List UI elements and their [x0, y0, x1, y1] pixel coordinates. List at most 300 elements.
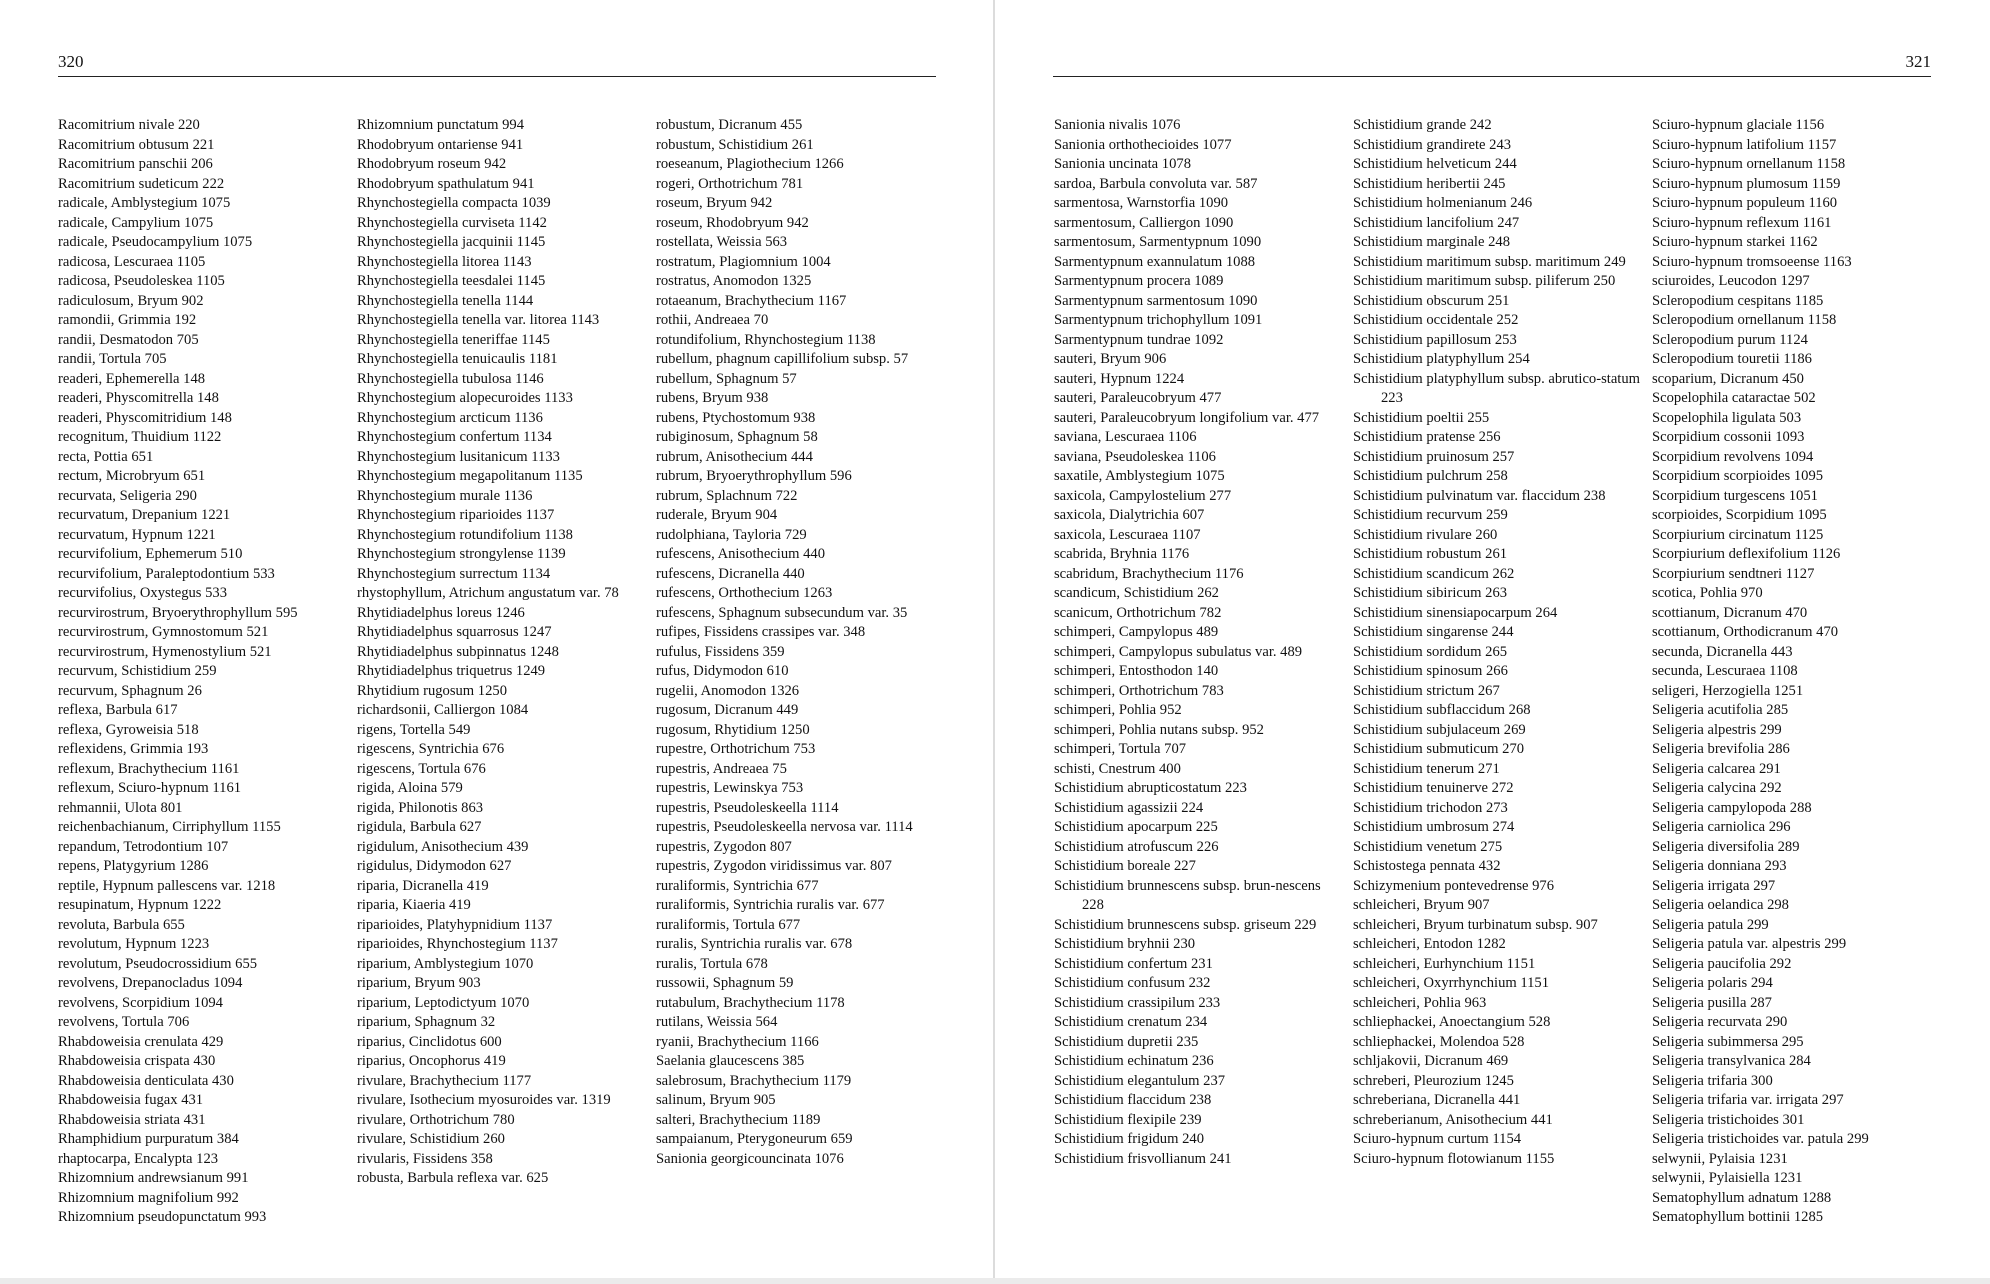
index-entry: radiculosum, Bryum 902: [58, 292, 204, 309]
index-entry: Schistidium tenuinerve 272: [1353, 780, 1514, 796]
index-column: [1353, 116, 1643, 1169]
index-entry: recurvatum, Drepanium 1221: [58, 507, 231, 523]
index-entry: repandum, Tetrodontium 107: [58, 838, 229, 855]
index-entry: rufescens, Orthothecium 1263: [656, 585, 833, 601]
index-entry: recurvata, Seligeria 290: [58, 487, 197, 504]
index-entry: rivulare, Brachythecium 1177: [357, 1072, 532, 1089]
index-entry: Rhynchostegium strongylense 1139: [357, 546, 566, 562]
index-entry: robustum, Dicranum 455: [656, 117, 803, 133]
index-entry: Schistostega pennata 432: [1353, 858, 1501, 874]
index-column: [357, 116, 647, 1189]
index-entry: riparium, Bryum 903: [357, 975, 481, 991]
index-entry: rostellata, Weissia 563: [656, 234, 788, 250]
index-entry: salteri, Brachythecium 1189: [656, 1111, 821, 1128]
index-entry: ruraliformis, Syntrichia 677: [656, 877, 819, 894]
index-entry: Sarmentypnum exannulatum 1088: [1054, 253, 1256, 270]
page-number: 321: [1905, 52, 1931, 71]
index-entry: Rhynchostegiella curviseta 1142: [357, 214, 547, 231]
index-entry: scabridum, Brachythecium 1176: [1054, 565, 1244, 582]
index-entry: Scopelophila cataractae 502: [1652, 390, 1816, 406]
index-entry: Schistidium maritimum subsp. maritimum 249: [1353, 253, 1626, 270]
index-entry: rufescens, Dicranella 440: [656, 565, 805, 582]
index-entry: sarmentosum, Sarmentypnum 1090: [1054, 234, 1262, 250]
index-entry: Scleropodium cespitans 1185: [1652, 292, 1824, 309]
index-entry: rubrum, Anisothecium 444: [656, 448, 813, 465]
index-entry: Sciuro-hypnum latifolium 1157: [1652, 136, 1837, 153]
index-entry: riparia, Dicranella 419: [357, 877, 489, 894]
index-entry: riparium, Leptodictyum 1070: [357, 994, 530, 1011]
index-entry: rigescens, Tortula 676: [357, 760, 486, 777]
index-entry: Schistidium pulvinatum var. flaccidum 238: [1353, 487, 1606, 504]
index-entry: radicale, Pseudocampylium 1075: [58, 234, 253, 250]
index-entry: Seligeria pusilla 287: [1652, 994, 1772, 1011]
index-entry: Schistidium boreale 227: [1054, 858, 1196, 874]
index-entry: rubens, Ptychostomum 938: [656, 409, 816, 426]
index-entry: Schistidium papillosum 253: [1353, 331, 1517, 348]
index-entry: Schistidium obscurum 251: [1353, 292, 1510, 309]
index-entry: russowii, Sphagnum 59: [656, 975, 794, 991]
index-entry: rubens, Bryum 938: [656, 390, 769, 406]
index-entry: Seligeria brevifolia 286: [1652, 741, 1790, 757]
index-entry: Schistidium robustum 261: [1353, 546, 1508, 562]
index-entry: schimperi, Pohlia 952: [1054, 702, 1182, 718]
index-entry: recurvum, Sphagnum 26: [58, 682, 202, 699]
bottom-edge: [0, 1278, 1990, 1284]
index-entry: Scorpiurium sendtneri 1127: [1652, 565, 1815, 582]
index-entry: Rhynchostegium alopecuroides 1133: [357, 390, 573, 406]
index-entry: saxicola, Campylostelium 277: [1054, 487, 1232, 504]
index-entry: Sarmentypnum sarmentosum 1090: [1054, 292, 1258, 309]
index-entry: rostratus, Anomodon 1325: [656, 273, 812, 289]
index-entry: reflexum, Brachythecium 1161: [58, 760, 240, 777]
index-entry: reflexa, Gyroweisia 518: [58, 721, 199, 738]
index-entry: Seligeria oelandica 298: [1652, 897, 1789, 913]
index-entry: Schistidium flaccidum 238: [1054, 1092, 1212, 1108]
index-entry: rubellum, Sphagnum 57: [656, 370, 797, 387]
index-entry: Rhynchostegium lusitanicum 1133: [357, 448, 560, 465]
index-entry: Seligeria calcarea 291: [1652, 760, 1781, 777]
index-entry: schleicheri, Eurhynchium 1151: [1353, 955, 1536, 972]
index-entry: ruderale, Bryum 904: [656, 507, 778, 523]
index-entry: Schistidium pratense 256: [1353, 429, 1501, 445]
index-entry: Seligeria alpestris 299: [1652, 721, 1782, 738]
index-column: [656, 116, 946, 1169]
index-entry: recta, Pottia 651: [58, 448, 154, 465]
index-entry: saxatile, Amblystegium 1075: [1054, 468, 1225, 484]
index-entry: rivularis, Fissidens 358: [357, 1150, 493, 1167]
index-entry: Seligeria carniolica 296: [1652, 819, 1791, 835]
index-entry: secunda, Dicranella 443: [1652, 643, 1793, 660]
index-entry: Scorpidium turgescens 1051: [1652, 487, 1818, 504]
index-entry: Schistidium agassizii 224: [1054, 799, 1204, 816]
index-entry: Scleropodium touretii 1186: [1652, 351, 1812, 367]
index-entry: saviana, Pseudoleskea 1106: [1054, 448, 1216, 465]
index-entry: scabrida, Bryhnia 1176: [1054, 546, 1190, 562]
index-entry: Schistidium crassipilum 233: [1054, 994, 1221, 1011]
index-entry: ruralis, Tortula 678: [656, 955, 768, 972]
index-entry: Schistidium apocarpum 225: [1054, 819, 1218, 835]
index-entry: Sanionia georgicouncinata 1076: [656, 1150, 844, 1167]
index-entry: schliephackei, Molendoa 528: [1353, 1033, 1525, 1050]
index-entry: Rhabdoweisia striata 431: [58, 1111, 206, 1128]
index-entry: ramondii, Grimmia 192: [58, 312, 197, 328]
index-entry: scottianum, Dicranum 470: [1652, 604, 1808, 621]
index-entry: Sciuro-hypnum flotowianum 1155: [1353, 1150, 1555, 1167]
index-entry: richardsonii, Calliergon 1084: [357, 702, 529, 718]
index-entry: Scorpidium scorpioides 1095: [1652, 468, 1824, 484]
index-entry: reptile, Hypnum pallescens var. 1218: [58, 877, 276, 894]
index-entry: Schistidium sibiricum 263: [1353, 585, 1508, 601]
index-entry: resupinatum, Hypnum 1222: [58, 897, 222, 913]
index-entry: Schistidium subjulaceum 269: [1353, 721, 1526, 738]
index-entry: rostratum, Plagiomnium 1004: [656, 253, 831, 270]
index-entry: selwynii, Pylaisiella 1231: [1652, 1170, 1803, 1186]
index-entry: schleicheri, Bryum turbinatum subsp. 907: [1353, 916, 1598, 933]
index-entry: Rhizomnium andrewsianum 991: [58, 1170, 249, 1186]
index-entry: rivulare, Isothecium myosuroides var. 1319: [357, 1092, 611, 1108]
index-entry: Schistidium frigidum 240: [1054, 1131, 1204, 1147]
index-entry: Rhodobryum spathulatum 941: [357, 175, 535, 192]
index-entry: rigida, Philonotis 863: [357, 799, 484, 816]
index-entry: Rhytidiadelphus subpinnatus 1248: [357, 643, 559, 660]
index-entry: rudolphiana, Tayloria 729: [656, 526, 807, 543]
page-header: [58, 50, 936, 77]
index-entry: sauteri, Hypnum 1224: [1054, 370, 1185, 387]
index-entry: scorpioides, Scorpidium 1095: [1652, 507, 1827, 523]
index-entry: Rhodobryum roseum 942: [357, 156, 507, 172]
index-entry: Seligeria calycina 292: [1652, 780, 1782, 796]
index-entry: rivulare, Schistidium 260: [357, 1131, 505, 1147]
index-entry: Schistidium confusum 232: [1054, 975, 1211, 991]
index-entry: ruralis, Syntrichia ruralis var. 678: [656, 936, 853, 952]
index-entry: schleicheri, Bryum 907: [1353, 897, 1490, 913]
index-entry: saviana, Lescuraea 1106: [1054, 429, 1197, 445]
index-entry: saxicola, Lescuraea 1107: [1054, 526, 1201, 543]
index-entry: Sciuro-hypnum curtum 1154: [1353, 1131, 1522, 1147]
index-entry: rigens, Tortella 549: [357, 721, 471, 738]
index-entry: Schistidium scandicum 262: [1353, 565, 1515, 582]
index-entry: recurvum, Schistidium 259: [58, 663, 217, 679]
index-entry: schisti, Cnestrum 400: [1054, 760, 1181, 777]
index-entry: Schistidium umbrosum 274: [1353, 819, 1515, 835]
index-entry: rupestris, Andreaea 75: [656, 760, 787, 777]
index-entry: Sciuro-hypnum tromsoeense 1163: [1652, 253, 1852, 270]
index-entry: Schistidium trichodon 273: [1353, 799, 1508, 816]
index-entry: rubiginosum, Sphagnum 58: [656, 429, 818, 445]
index-entry: Schistidium elegantulum 237: [1054, 1072, 1226, 1089]
index-entry: roseum, Rhodobryum 942: [656, 214, 809, 231]
index-entry: Seligeria polaris 294: [1652, 975, 1773, 991]
index-entry: Schistidium submuticum 270: [1353, 741, 1525, 757]
left-page: [0, 0, 993, 1284]
index-entry: Schistidium pulchrum 258: [1353, 468, 1508, 484]
index-entry: schreberiana, Dicranella 441: [1353, 1092, 1521, 1108]
index-entry: recurvifolium, Paraleptodontium 533: [58, 565, 275, 582]
index-entry: readeri, Ephemerella 148: [58, 370, 206, 387]
index-entry: riparium, Sphagnum 32: [357, 1014, 496, 1030]
index-entry: radicale, Amblystegium 1075: [58, 195, 231, 211]
index-entry: Schistidium maritimum subsp. piliferum 250: [1353, 273, 1616, 289]
index-entry: rufescens, Sphagnum subsecundum var. 35: [656, 604, 908, 621]
index-entry: rutabulum, Brachythecium 1178: [656, 994, 845, 1011]
index-entry: Schistidium grandirete 243: [1353, 136, 1512, 153]
index-entry: Sematophyllum bottinii 1285: [1652, 1209, 1824, 1225]
index-entry: recurvirostrum, Hymenostylium 521: [58, 643, 272, 660]
index-entry: rugosum, Rhytidium 1250: [656, 721, 810, 738]
index-entry: Seligeria paucifolia 292: [1652, 955, 1792, 972]
index-entry: sardoa, Barbula convoluta var. 587: [1054, 175, 1258, 192]
index-entry: Sanionia orthothecioides 1077: [1054, 136, 1232, 153]
index-entry: rigescens, Syntrichia 676: [357, 741, 505, 757]
index-entry: scoparium, Dicranum 450: [1652, 370, 1804, 387]
index-entry: Rhytidium rugosum 1250: [357, 682, 507, 699]
index-entry: Schistidium brunnescens subsp. brun-nescens 228: [1054, 877, 1321, 913]
index-entry: sarmentosum, Calliergon 1090: [1054, 214, 1234, 231]
index-entry: revolvens, Tortula 706: [58, 1014, 190, 1030]
index-entry: Schistidium holmenianum 246: [1353, 195, 1533, 211]
index-entry: scottianum, Orthodicranum 470: [1652, 624, 1839, 640]
index-column: [58, 116, 348, 1228]
index-entry: Rhynchostegiella tenuicaulis 1181: [357, 351, 558, 367]
index-entry: Schistidium frisvollianum 241: [1054, 1150, 1232, 1167]
index-entry: Racomitrium panschii 206: [58, 156, 213, 172]
index-entry: Rhabdoweisia crenulata 429: [58, 1033, 224, 1050]
index-entry: Schistidium flexipile 239: [1054, 1111, 1202, 1128]
index-entry: revoluta, Barbula 655: [58, 916, 185, 933]
index-entry: Rhynchostegiella tubulosa 1146: [357, 370, 544, 387]
index-entry: Schizymenium pontevedrense 976: [1353, 877, 1555, 894]
index-entry: Seligeria donniana 293: [1652, 858, 1787, 874]
index-entry: roeseanum, Plagiothecium 1266: [656, 156, 844, 172]
index-entry: Schistidium pruinosum 257: [1353, 448, 1515, 465]
index-entry: Rhynchostegium murale 1136: [357, 487, 533, 504]
index-entry: Sciuro-hypnum starkei 1162: [1652, 234, 1818, 250]
index-entry: Sciuro-hypnum ornellanum 1158: [1652, 156, 1846, 172]
index-entry: reflexum, Sciuro-hypnum 1161: [58, 780, 242, 796]
index-entry: Rhynchostegium confertum 1134: [357, 429, 552, 445]
index-entry: rubrum, Splachnum 722: [656, 487, 798, 504]
index-entry: schimperi, Campylopus subulatus var. 489: [1054, 643, 1303, 660]
index-entry: Rhizomnium punctatum 994: [357, 117, 525, 133]
index-entry: Seligeria trifaria 300: [1652, 1072, 1773, 1089]
index-entry: Schistidium venetum 275: [1353, 838, 1503, 855]
index-entry: schimperi, Pohlia nutans subsp. 952: [1054, 721, 1264, 738]
index-entry: Schistidium subflaccidum 268: [1353, 702, 1531, 718]
index-entry: Rhytidiadelphus squarrosus 1247: [357, 624, 552, 640]
index-entry: schimperi, Tortula 707: [1054, 741, 1187, 757]
index-entry: Schistidium grande 242: [1353, 117, 1492, 133]
index-entry: Rhynchostegiella jacquinii 1145: [357, 234, 546, 250]
index-entry: radicosa, Pseudoleskea 1105: [58, 273, 225, 289]
index-entry: Seligeria tristichoides var. patula 299: [1652, 1131, 1869, 1147]
index-entry: rhystophyllum, Atrichum angustatum var. 78: [357, 585, 619, 601]
index-entry: Rhabdoweisia denticulata 430: [58, 1072, 234, 1089]
index-entry: rehmannii, Ulota 801: [58, 799, 183, 816]
index-entry: Schistidium recurvum 259: [1353, 507, 1508, 523]
index-entry: Saelania glaucescens 385: [656, 1053, 805, 1069]
index-entry: Rhytidiadelphus loreus 1246: [357, 604, 525, 621]
index-entry: Schistidium brunnescens subsp. griseum 229: [1054, 916, 1317, 933]
index-entry: Seligeria recurvata 290: [1652, 1014, 1788, 1030]
index-entry: rotaeanum, Brachythecium 1167: [656, 292, 847, 309]
index-entry: Seligeria tristichoides 301: [1652, 1111, 1805, 1128]
index-entry: readeri, Physcomitridium 148: [58, 409, 232, 426]
index-entry: riparius, Oncophorus 419: [357, 1053, 506, 1069]
index-entry: Rhynchostegiella tenella 1144: [357, 292, 534, 309]
index-entry: Sarmentypnum procera 1089: [1054, 273, 1224, 289]
index-entry: Seligeria subimmersa 295: [1652, 1033, 1804, 1050]
index-entry: ryanii, Brachythecium 1166: [656, 1033, 819, 1050]
index-entry: Sarmentypnum trichophyllum 1091: [1054, 312, 1263, 328]
index-entry: Sciuro-hypnum reflexum 1161: [1652, 214, 1832, 231]
index-entry: rufescens, Anisothecium 440: [656, 546, 826, 562]
index-entry: ruraliformis, Tortula 677: [656, 916, 801, 933]
index-entry: Rhamphidium purpuratum 384: [58, 1131, 239, 1147]
index-entry: recurvirostrum, Bryoerythrophyllum 595: [58, 604, 298, 621]
index-entry: randii, Desmatodon 705: [58, 331, 199, 348]
page-number: 320: [58, 52, 84, 71]
index-entry: Schistidium marginale 248: [1353, 234, 1511, 250]
index-entry: Sciuro-hypnum glaciale 1156: [1652, 117, 1825, 133]
index-entry: radicale, Campylium 1075: [58, 214, 214, 231]
index-entry: sampaianum, Pterygoneurum 659: [656, 1131, 853, 1147]
index-entry: riparium, Amblystegium 1070: [357, 955, 534, 972]
index-entry: rupestris, Pseudoleskeella 1114: [656, 799, 839, 816]
index-entry: Sematophyllum adnatum 1288: [1652, 1189, 1832, 1206]
index-entry: Scopelophila ligulata 503: [1652, 409, 1802, 426]
index-entry: Schistidium platyphyllum 254: [1353, 351, 1530, 367]
index-entry: rupestris, Zygodon 807: [656, 838, 792, 855]
index-entry: Sciuro-hypnum populeum 1160: [1652, 195, 1838, 211]
index-entry: schreberianum, Anisothecium 441: [1353, 1111, 1553, 1128]
index-entry: Rhynchostegium surrectum 1134: [357, 565, 551, 582]
index-entry: rigidulus, Didymodon 627: [357, 858, 512, 874]
index-entry: secunda, Lescuraea 1108: [1652, 663, 1798, 679]
index-entry: rufus, Didymodon 610: [656, 663, 789, 679]
index-entry: Racomitrium nivale 220: [58, 117, 200, 133]
index-entry: Schistidium sordidum 265: [1353, 643, 1508, 660]
index-entry: selwynii, Pylaisia 1231: [1652, 1150, 1788, 1167]
index-entry: Rhizomnium magnifolium 992: [58, 1189, 239, 1206]
index-entry: Schistidium occidentale 252: [1353, 312, 1519, 328]
index-entry: Scleropodium ornellanum 1158: [1652, 312, 1837, 328]
right-page: [995, 0, 1990, 1284]
index-column: [1054, 116, 1344, 1169]
index-entry: Schistidium strictum 267: [1353, 682, 1500, 699]
index-entry: schimperi, Orthotrichum 783: [1054, 682, 1224, 699]
index-entry: rogeri, Orthotrichum 781: [656, 175, 804, 192]
index-entry: Schistidium sinensiapocarpum 264: [1353, 604, 1558, 621]
index-entry: Schistidium abrupticostatum 223: [1054, 780, 1247, 796]
index-entry: riparioides, Platyhypnidium 1137: [357, 916, 553, 933]
index-entry: rhaptocarpa, Encalypta 123: [58, 1150, 219, 1167]
index-entry: revolutum, Pseudocrossidium 655: [58, 955, 258, 972]
index-entry: Rhynchostegium rotundifolium 1138: [357, 526, 573, 543]
index-entry: Schistidium echinatum 236: [1054, 1053, 1214, 1069]
index-entry: riparia, Kiaeria 419: [357, 897, 471, 913]
index-entry: Scorpidium cossonii 1093: [1652, 429, 1805, 445]
index-entry: riparius, Cinclidotus 600: [357, 1033, 502, 1050]
index-entry: schleicheri, Pohlia 963: [1353, 994, 1487, 1011]
index-entry: Rhynchostegiella compacta 1039: [357, 195, 551, 211]
index-entry: Scleropodium purum 1124: [1652, 331, 1808, 348]
index-entry: Rhabdoweisia crispata 430: [58, 1053, 216, 1069]
index-entry: Schistidium lancifolium 247: [1353, 214, 1520, 231]
index-entry: salebrosum, Brachythecium 1179: [656, 1072, 852, 1089]
index-entry: Schistidium heribertii 245: [1353, 175, 1506, 192]
index-entry: scanicum, Orthotrichum 782: [1054, 604, 1222, 621]
index-entry: rigidula, Barbula 627: [357, 819, 482, 835]
index-entry: Rhynchostegium riparioides 1137: [357, 507, 555, 523]
index-entry: reflexidens, Grimmia 193: [58, 741, 209, 757]
index-entry: Schistidium platyphyllum subsp. abrutico-statum 223: [1353, 370, 1640, 406]
index-entry: Sanionia nivalis 1076: [1054, 117, 1181, 133]
index-entry: revolutum, Hypnum 1223: [58, 936, 210, 952]
index-entry: reflexa, Barbula 617: [58, 702, 178, 718]
index-entry: Schistidium rivulare 260: [1353, 526, 1498, 543]
index-entry: schleicheri, Entodon 1282: [1353, 936, 1506, 952]
index-entry: schleicheri, Oxyrrhynchium 1151: [1353, 975, 1550, 991]
index-entry: rigida, Aloina 579: [357, 780, 463, 796]
index-entry: rigidulum, Anisothecium 439: [357, 838, 529, 855]
index-entry: robusta, Barbula reflexa var. 625: [357, 1170, 549, 1186]
index-entry: Racomitrium obtusum 221: [58, 136, 215, 153]
index-entry: Rhizomnium pseudopunctatum 993: [58, 1209, 267, 1225]
index-entry: Rhabdoweisia fugax 431: [58, 1092, 204, 1108]
index-entry: rupestris, Pseudoleskeella nervosa var. 1114: [656, 819, 913, 835]
index-entry: rupestris, Lewinskya 753: [656, 780, 804, 796]
index-entry: recurvirostrum, Gymnostomum 521: [58, 624, 269, 640]
index-entry: scandicum, Schistidium 262: [1054, 585, 1219, 601]
index-entry: rugelii, Anomodon 1326: [656, 682, 800, 699]
index-entry: Schistidium confertum 231: [1054, 955, 1213, 972]
index-entry: Rhynchostegiella tenella var. litorea 1143: [357, 312, 600, 328]
index-entry: rubellum, phagnum capillifolium subsp. 57: [656, 351, 909, 367]
index-entry: revolvens, Scorpidium 1094: [58, 994, 223, 1011]
index-entry: radicosa, Lescuraea 1105: [58, 253, 206, 270]
index-entry: readeri, Physcomitrella 148: [58, 390, 219, 406]
index-entry: recurvifolius, Oxystegus 533: [58, 585, 228, 601]
index-entry: Rhodobryum ontariense 941: [357, 136, 524, 153]
index-entry: Scorpidium revolvens 1094: [1652, 448, 1814, 465]
index-entry: Schistidium dupretii 235: [1054, 1033, 1199, 1050]
index-entry: rivulare, Orthotrichum 780: [357, 1111, 515, 1128]
index-entry: rectum, Microbryum 651: [58, 468, 206, 484]
index-entry: recurvatum, Hypnum 1221: [58, 526, 216, 543]
index-entry: Racomitrium sudeticum 222: [58, 175, 225, 192]
index-column: [1652, 116, 1942, 1228]
index-entry: Schistidium atrofuscum 226: [1054, 838, 1219, 855]
index-entry: Seligeria patula var. alpestris 299: [1652, 936, 1847, 952]
index-entry: rubrum, Bryoerythrophyllum 596: [656, 468, 852, 484]
index-entry: rutilans, Weissia 564: [656, 1014, 778, 1030]
index-entry: Rhynchostegiella litorea 1143: [357, 253, 532, 270]
index-entry: Scorpiurium circinatum 1125: [1652, 526, 1824, 543]
index-entry: Seligeria patula 299: [1652, 916, 1769, 933]
index-entry: sauteri, Paraleucobryum 477: [1054, 390, 1222, 406]
index-entry: Rhynchostegium arcticum 1136: [357, 409, 543, 426]
index-entry: seligeri, Herzogiella 1251: [1652, 682, 1804, 699]
index-entry: rufipes, Fissidens crassipes var. 348: [656, 624, 866, 640]
index-entry: Sarmentypnum tundrae 1092: [1054, 331, 1224, 348]
index-entry: Seligeria transylvanica 284: [1652, 1053, 1811, 1069]
index-entry: sarmentosa, Warnstorfia 1090: [1054, 195, 1229, 211]
index-entry: Seligeria trifaria var. irrigata 297: [1652, 1092, 1844, 1108]
index-entry: saxicola, Dialytrichia 607: [1054, 507, 1205, 523]
index-entry: repens, Platygyrium 1286: [58, 858, 209, 874]
index-entry: Schistidium singarense 244: [1353, 624, 1514, 640]
index-entry: rugosum, Dicranum 449: [656, 702, 799, 718]
